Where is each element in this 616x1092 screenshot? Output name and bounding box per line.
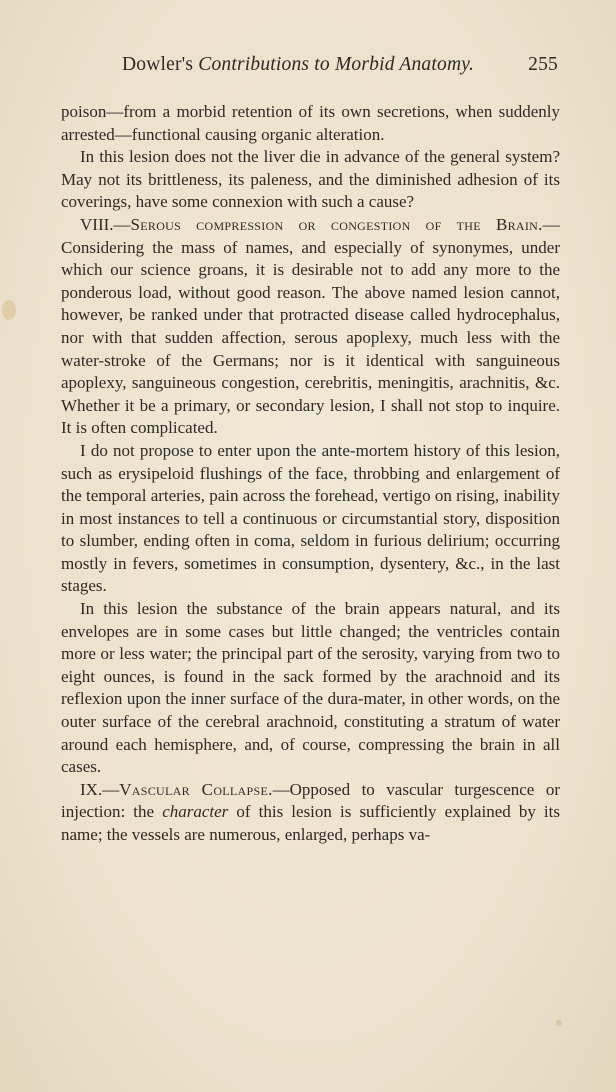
paragraph: In this lesion does not the liver die in advance of the general system? May not its brittleness, its paleness, and the diminished adhesion of its coverings, have some connexion with such a cause? — [61, 147, 560, 212]
body-text — [61, 101, 560, 847]
section-numeral: VIII.— — [80, 214, 131, 234]
paragraph: poison—from a morbid retention of its own secretions, when suddenly arrested—functional causing organic alteration. — [61, 102, 560, 144]
page-number: 255 — [528, 54, 558, 75]
italic-word: character — [162, 802, 229, 822]
running-title-italic: Contributions to Morbid Anatomy. — [198, 54, 475, 75]
section-heading: Vascular Collapse. — [119, 779, 273, 799]
paragraph: I do not propose to enter upon the ante-mortem history of this lesion, such as erysipeloid flushings of the face, throbbing and enlargement of the temporal arteries, pain across the forehead, vertigo on rising, inability in most instances to tell a continuous or circumstantial story, disposition to slumber, ending often in coma, seldom in furious delirium; occurring mostly in fevers, sometimes in consumption, dysentery, &c., in the last stages. — [61, 440, 560, 596]
section-heading: Serous compression or congestion of the Brain.— — [130, 214, 560, 234]
running-header — [122, 54, 558, 80]
section-numeral: IX.— — [80, 779, 120, 799]
running-title: Dowler's Contributions to Morbid Anatomy. — [122, 54, 475, 75]
foxing-spot — [2, 300, 16, 320]
section-viii: VIII.—Serous compression or congestion of the Brain.— Considering the mass of names, and especially of synonymes, under which our science groans, it is desirable not to add any more to the ponderous load, without good reason. The above named lesion cannot, however, be ranked under that protracted disease called hydrocephalus, nor with that sudden affection, serous apoplexy, much less with the water-stroke of the Germans; nor is it identical with sanguineous apoplexy, sanguineous congestion, cerebritis, meningitis, arachnitis, &c. Whether it be a primary, or secondary lesion, I shall not stop to inquire. It is often complicated. — [61, 214, 560, 438]
foxing-spot — [556, 1020, 562, 1026]
paragraph: In this lesion the substance of the brain appears natural, and its envelopes are in some cases but little changed; the ventricles contain more or less water; the principal part of the serosity, varying from two to eight ounces, is found in the sack formed by the arachnoid and its reflexion upon the inner surface of the dura-mater, in other words, on the outer surface of the cerebral arachnoid, constituting a stratum of water around each hemisphere, and, of course, compressing the brain in all cases. — [61, 599, 560, 777]
section-ix: IX.—Vascular Collapse.—Opposed to vascular turgescence or injection: the character of this lesion is sufficiently explained by its name; the vessels are numerous, enlarged, perhaps va- — [61, 779, 560, 844]
